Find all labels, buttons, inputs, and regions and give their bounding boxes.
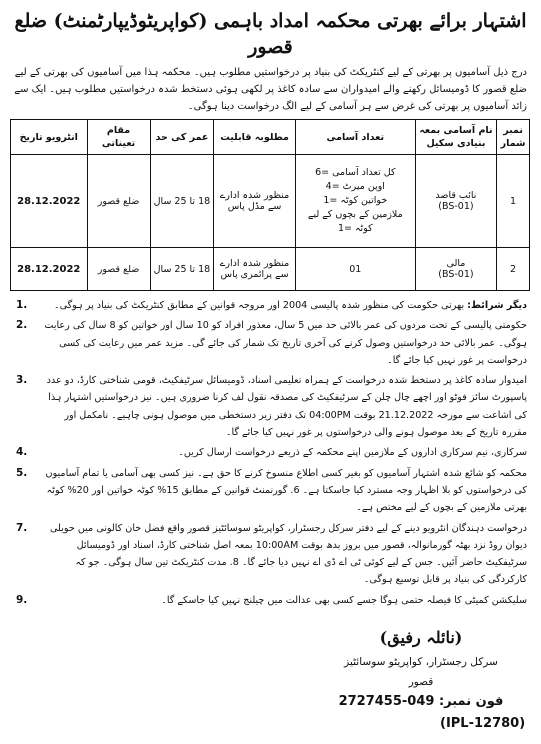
cell-age: 18 تا 25 سال <box>150 155 214 248</box>
count-line: اوپن میرٹ =4 <box>325 181 385 192</box>
cell-post <box>415 248 496 291</box>
table-row <box>11 155 530 248</box>
post-scale: (BS-01) <box>438 201 474 212</box>
cell-post <box>415 155 496 248</box>
phone-number: فون نمبر: 049-2727455 <box>338 694 504 709</box>
cell-interview-date: 28.12.2022 <box>11 155 88 248</box>
term-text: بھرتی حکومت کی منظور شدہ پالیسی 2004 اور مروجہ قوانین کے مطابق کنٹریکٹ کی بنیاد پر ہوگی۔ <box>53 300 465 311</box>
cell-qualification: منظور شدہ ادارے سے پرائمری پاس <box>214 248 296 291</box>
term-text: سرکاری، نیم سرکاری اداروں کے ملازمین اپنے محکمہ کے ذریعے درخواست ارسال کریں۔ <box>178 447 527 459</box>
header-serial: نمبر شمار <box>497 120 530 155</box>
term-item <box>14 297 527 314</box>
cell-serial: 1 <box>497 155 530 248</box>
cell-serial: 2 <box>497 248 530 291</box>
post-name: نائب قاصد <box>435 190 477 201</box>
term-text: حکومتی پالیسی کے تحت مردوں کی عمر بالائی حد میں 5 سال، معذور افراد کو 10 سال اور خواتین کو 8 سال کی رعایت ہوگی۔ عمر بالائی حد درخواستیں وصول کرنے کی آخری تاریخ تک شمار کی جائے گی۔ مزید عمر میں رعایت کی کسی درخواست پر غور نہیں کیا جائے گا۔ <box>44 320 527 366</box>
term-number: 1. <box>16 299 28 311</box>
header-age: عمر کی حد <box>150 120 214 155</box>
term-item <box>14 372 527 441</box>
cell-location: ضلع قصور <box>87 248 150 291</box>
page-title: اشتہار برائے بھرتی محکمہ امداد باہمی (کواپریٹوڈیپارٹمنٹ) ضلع قصور <box>14 10 527 58</box>
header-qualification: مطلوبہ قابلیت <box>214 120 296 155</box>
term-number: 4. <box>16 446 28 459</box>
term-text: امیدوار سادہ کاغذ پر دستخط شدہ درخواست کے ہمراہ تعلیمی اسناد، ڈومیسائل سرٹیفکیٹ، قومی شناختی کارڈ، دو عدد پاسپورٹ سائز فوٹو اور اچھے چال چلن کے سرٹیفکیٹ کی مصدقہ نقول لف کرنا ضروری ہیں۔ نیز درخواستیں اشتہار ہذا کی اشاعت سے مورخہ 21.12.2022 بوقت 04:00PM تک دفتر زیر دستخطی میں موصول ہونی چاہیے۔ نامکمل اور مقررہ تاریخ کے بعد موصول ہونے والی درخواستوں پر غور نہیں کیا جائے گا۔ <box>46 375 527 439</box>
header-post: نام آسامی بمعہ بنیادی سکیل <box>415 120 496 155</box>
term-number: 3. <box>16 374 28 387</box>
term-number: 2. <box>16 319 28 332</box>
term-item <box>14 592 527 609</box>
table-header-row <box>11 120 530 155</box>
term-number: 5. <box>16 466 28 479</box>
term-number: 9. <box>16 593 28 606</box>
terms-heading: دیگر شرائط: <box>467 300 527 311</box>
ipl-code: (IPL-12780) <box>440 716 526 731</box>
count-line: خواتین کوٹہ =1 <box>323 195 388 206</box>
term-number: 7. <box>16 521 28 534</box>
cell-count: 01 <box>295 248 415 291</box>
term-item <box>14 465 527 517</box>
cell-age: 18 تا 25 سال <box>150 248 214 291</box>
term-text: درخواست دہندگان انٹرویو دینے کے لیے دفتر سرکل رجسٹرار، کواپریٹو سوسائٹیز قصور واقع فضل خان کالونی میں حویلی دیوان روڈ نزد بھٹہ گورمانوالہ، قصور میں بروز بدھ بوقت 10:00AM بمعہ اصل شناختی کارڈ، اسناد اور ڈومیسائل سرٹیفکیٹ حاضر آئیں۔ جس کے لیے کوئی ٹی اے ڈی اے نہیں دیا جائے گا۔ 8. مدت کنٹریکٹ تین سال ہوگی۔ جو کہ کارکردگی کی بنیاد پر قابل توسیع ہوگی۔ <box>50 522 527 586</box>
header-location: مقام تعیناتی <box>87 120 150 155</box>
signature-block <box>331 628 511 712</box>
header-count: تعداد آسامی <box>295 120 415 155</box>
count-line: ملازمین کے بچوں کے لیے کوٹہ =1 <box>307 209 403 234</box>
header-interview: انٹرویو تاریخ <box>11 120 88 155</box>
signatory-designation: سرکل رجسٹرار، کواپریٹو سوسائٹیز قصور <box>344 656 498 688</box>
term-text: سلیکشن کمیٹی کا فیصلہ حتمی ہوگا جسے کسی بھی عدالت میں چیلنج نہیں کیا جاسکے گا۔ <box>161 594 527 606</box>
term-item <box>14 317 527 369</box>
intro-paragraph: درج ذیل آسامیوں پر بھرتی کے لیے کنٹریکٹ کی بنیاد پر درخواستیں مطلوب ہیں۔ محکمہ ہذا میں آسامیوں کی بھرتی کے لیے ضلع قصور کا ڈومیسائل رکھنے والے امیدواران سے سادہ کاغذ پر لکھی ہوئی دستخط شدہ درخواستیں مطلوب ہیں۔ ایک سے زائد آسامیوں پر بھرتی کی غرض سے ہر آسامی کے لیے الگ درخواست دینا ہوگی۔ <box>14 67 527 112</box>
term-text: محکمہ کو شائع شدہ اشتہار آسامیوں کو بغیر کسی اطلاع منسوخ کرنے کا حق ہے۔ نیز کسی بھی آسامی یا تمام آسامیوں کی درخواستوں کو بلا اظہار وجہ مسترد کیا جاسکتا ہے۔ 6. گورنمنٹ قوانین کے مطابق 15% کوٹہ خواتین اور 20% کوٹہ بھرتی ملازمین کے بچوں کے لیے مختص ہے۔ <box>45 467 527 514</box>
cell-location: ضلع قصور <box>87 155 150 248</box>
posts-table <box>10 119 530 291</box>
signatory-name: (نائلہ رفیق) <box>379 628 463 647</box>
table-row <box>11 248 530 291</box>
count-line: کل تعداد آسامی =6 <box>315 167 396 178</box>
post-name: مالی <box>446 258 466 269</box>
term-item <box>14 520 527 589</box>
cell-qualification: منظور شدہ ادارے سے مڈل پاس <box>214 155 296 248</box>
cell-count <box>295 155 415 248</box>
post-scale: (BS-01) <box>438 269 474 280</box>
term-item <box>14 444 527 461</box>
terms-section <box>14 297 527 609</box>
cell-interview-date: 28.12.2022 <box>11 248 88 291</box>
